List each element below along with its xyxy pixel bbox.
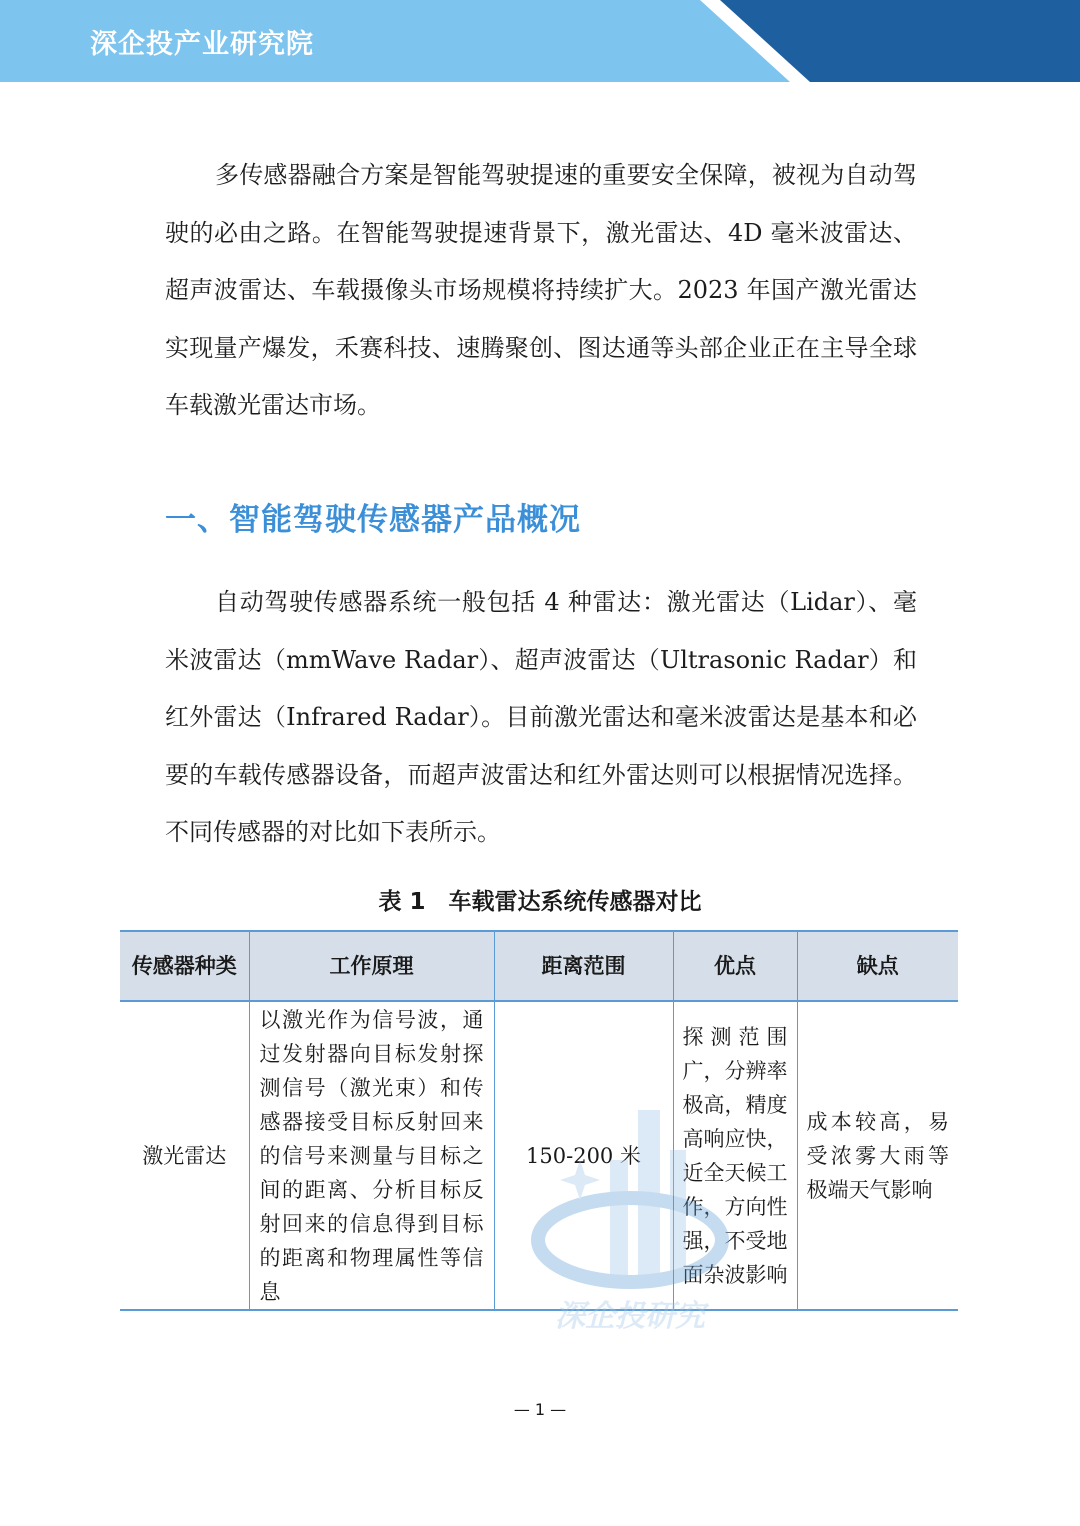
cell-principle: 以激光作为信号波，通过发射器向目标发射探测信号（激光束）和传感器接受目标反射回来的信号来测量与目标之间的距离、分析目标反射回来的信息得到目标的距离和物理属性等信息	[249, 1001, 494, 1310]
header-pros: 优点	[673, 931, 797, 1001]
org-name: 深企投产业研究院	[90, 29, 314, 60]
header-sensor-type: 传感器种类	[120, 931, 249, 1001]
table-caption: 表 1 车载雷达系统传感器对比	[378, 889, 702, 915]
cell-cons: 成本较高，易受浓雾大雨等极端天气影响	[797, 1001, 958, 1310]
sensor-comparison-table	[120, 930, 958, 1311]
section-heading: 一、智能驾驶传感器产品概况	[165, 502, 581, 538]
cell-pros: 探测范围广，分辨率极高，精度高响应快，近全天候工作，方向性强，不受地面杂波影响	[673, 1001, 797, 1310]
table-row	[120, 1001, 958, 1310]
header-principle: 工作原理	[249, 931, 494, 1001]
header-range: 距离范围	[494, 931, 673, 1001]
page-number: — 1 —	[513, 1400, 567, 1419]
watermark-text: 深企投研究	[555, 1299, 705, 1334]
intro-paragraph: 多传感器融合方案是智能驾驶提速的重要安全保障，被视为自动驾驶的必由之路。在智能驾驶提速背景下，激光雷达、4D 毫米波雷达、超声波雷达、车载摄像头市场规模将持续扩大。2023 年国产激光雷达实现量产爆发，禾赛科技、速腾聚创、图达通等头部企业正在主导全球车载激光雷达市场。	[165, 161, 917, 419]
table-header-row	[120, 931, 958, 1001]
header-banner	[0, 0, 1080, 82]
header-cons: 缺点	[797, 931, 958, 1001]
sensors-paragraph: 自动驾驶传感器系统一般包括 4 种雷达：激光雷达（Lidar）、毫米波雷达（mmWave Radar）、超声波雷达（Ultrasonic Radar）和红外雷达（Infrared Radar）。目前激光雷达和毫米波雷达是基本和必要的车载传感器设备，而超声波雷达和红外雷达则可以根据情况选择。不同传感器的对比如下表所示。	[165, 588, 917, 846]
cell-sensor-type: 激光雷达	[120, 1001, 249, 1310]
cell-range: 150-200 米	[494, 1001, 673, 1310]
